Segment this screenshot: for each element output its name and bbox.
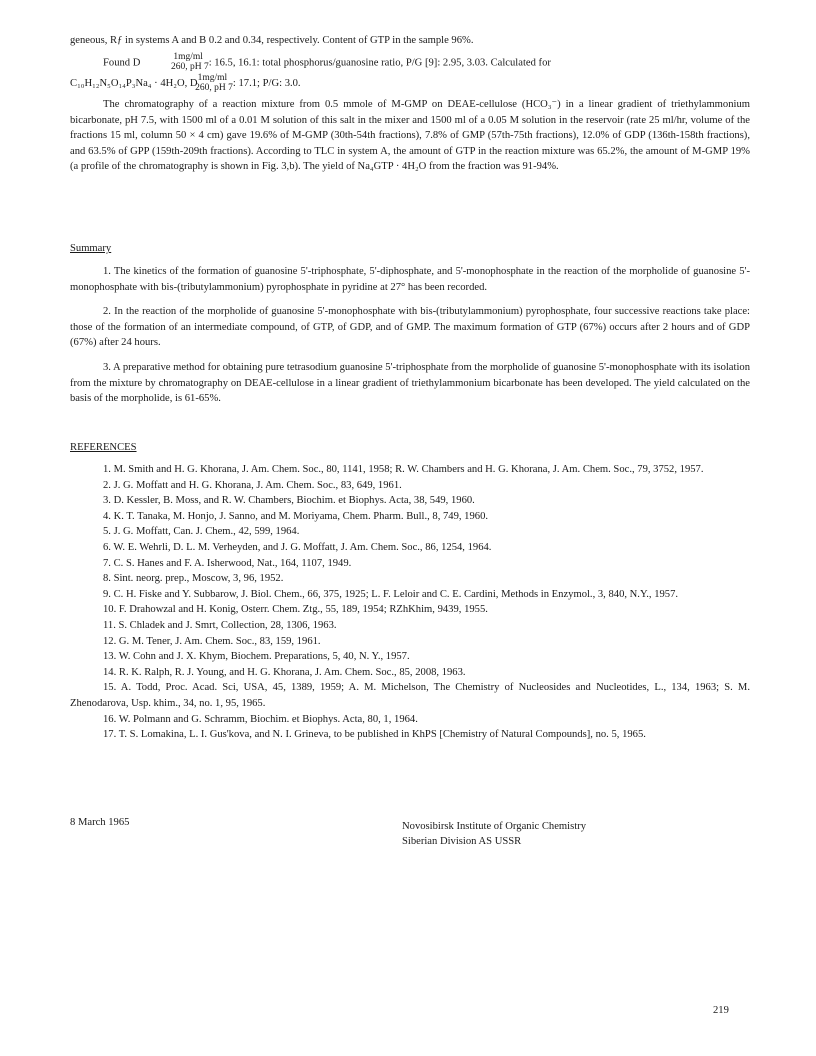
reference-item: 12. G. M. Tener, J. Am. Chem. Soc., 83, 159, 1961.	[103, 635, 321, 647]
reference-item: 16. W. Polmann and G. Schramm, Biochim. et Biophys. Acta, 80, 1, 1964.	[103, 713, 418, 725]
reference-item: 5. J. G. Moffatt, Can. J. Chem., 42, 599, 1964.	[103, 526, 300, 538]
reference-item: 7. C. S. Hanes and F. A. Isherwood, Nat., 164, 1107, 1949.	[103, 557, 352, 569]
chromatography-paragraph: The chromatography of a reaction mixture from 0.5 mmole of M-GMP on DEAE-cellulose (HCO₃⁻) in a linear gradient of triethylammonium bicarbonate, pH 7.5, with 1500 ml of a 0.01 M solution of this salt in the mixer and 1500 ml of a 0.05 M solution in the reservoir (rate 25 ml/hr, volume of the fractions 15 ml, column 50 × 4 cm) gave 19.6% of M-GMP (30th-54th fractions), 7.8% of GMP (57th-75th fractions), 12.0% of GDP (136th-158th fractions), and 63.5% of GPP (159th-209th fractions). According to TLC in system A, the amount of GTP in the reaction mixture was 65.2%, the amount of M-GMP 19% (a profile of the chromatography is shown in Fig. 3,b). The yield of Na₄GTP · 4H₂O from the fraction was 91-94%.	[70, 99, 750, 173]
calc-sup: 1mg/ml	[197, 73, 228, 84]
references-list	[70, 462, 750, 743]
reference-item: 15. A. Todd, Proc. Acad. Sci, USA, 45, 1389, 1959; A. M. Michelson, The Chemistry of Nucleosides and Nucleotides, L., 134, 1963; S. M. Zhenodarova, Usp. khim., 34, no. 1, 95, 1965.	[70, 682, 750, 709]
found-rest: : 16.5, 16.1: total phosphorus/guanosine ratio, P/G [9]: 2.95, 3.03. Calculated for	[208, 57, 551, 69]
summary-item: 3. A preparative method for obtaining pure tetrasodium guanosine 5'-triphosphate from the morpholide of guanosine 5'-monophosphate with its isolation from the mixture by chromatography on DEAE-cellulose in a linear gradient of triethylammonium bicarbonate has been developed. The yield calculated on the basis of the morpholide, is 61-65%.	[70, 361, 750, 405]
references-heading: REFERENCES	[70, 442, 137, 453]
calc-formula: C₁₀H₁₂N₅O₁₄P₃Na₄ · 4H₂O, D	[70, 78, 198, 90]
reference-item: 3. D. Kessler, B. Moss, and R. W. Chambers, Biochim. et Biophys. Acta, 38, 549, 1960.	[103, 495, 475, 507]
found-prefix: Found D	[103, 57, 141, 69]
found-sub: 260, pH 7	[170, 62, 209, 73]
institute-division: Siberian Division AS USSR	[402, 836, 522, 847]
reference-item: 8. Sint. neorg. prep., Moscow, 3, 96, 1952.	[103, 573, 284, 585]
summary-list	[70, 264, 750, 407]
reference-item: 10. F. Drahowzal and H. Konig, Osterr. Chem. Ztg., 55, 189, 1954; RZhKhim, 9439, 1955.	[103, 604, 488, 616]
summary-heading: Summary	[70, 243, 112, 254]
calc-line	[70, 73, 750, 95]
content-line: geneous, Rƒ in systems A and B 0.2 and 0.34, respectively. Content of GTP in the sample 96%.	[70, 35, 474, 46]
top-section	[70, 33, 750, 175]
summary-item: 1. The kinetics of the formation of guanosine 5'-triphosphate, 5'-diphosphate, and 5'-monophosphate in the reaction of the morpholide of guanosine 5'-monophosphate with bis-(tributylammonium) pyrophosphate in pyridine at 27° has been recorded.	[70, 266, 750, 293]
date-line: 8 March 1965	[70, 817, 130, 828]
reference-item: 13. W. Cohn and J. X. Khym, Biochem. Preparations, 5, 40, N. Y., 1957.	[103, 651, 410, 663]
reference-item: 14. R. K. Ralph, R. J. Young, and H. G. Khorana, J. Am. Chem. Soc., 85, 2008, 1963.	[103, 666, 466, 678]
found-line	[70, 53, 750, 73]
found-sup: 1mg/ml	[173, 51, 203, 62]
calc-rest: : 17.1; P/G: 3.0.	[232, 78, 301, 90]
page-number: 219	[713, 1005, 729, 1016]
institute-block	[402, 819, 586, 849]
reference-item: 11. S. Chladek and J. Smrt, Collection, 28, 1306, 1963.	[103, 619, 337, 631]
reference-item: 17. T. S. Lomakina, L. I. Gus'kova, and N. I. Grineva, to be published in KhPS [Chemistry of Natural Compounds], no. 5, 1965.	[103, 729, 646, 741]
calc-sub: 260, pH 7	[195, 83, 233, 94]
reference-item: 6. W. E. Wehrli, D. L. M. Verheyden, and J. G. Moffatt, J. Am. Chem. Soc., 86, 1254, 1964.	[103, 541, 492, 553]
summary-item: 2. In the reaction of the morpholide of guanosine 5'-monophosphate with bis-(tributylammonium) pyrophosphate, four successive reactions take place: those of the formation of an intermediate compound, of GTP, of GDP, and of GMP. The maximum formation of GTP (67%) occurs after 2 hours and of GDP (67%) after 24 hours.	[70, 306, 750, 349]
reference-item: 9. C. H. Fiske and Y. Subbarow, J. Biol. Chem., 66, 375, 1925; L. F. Leloir and C. E. Cardini, Methods in Enzymol., 3, 840, N.Y., 1957.	[103, 588, 679, 600]
reference-item: 1. M. Smith and H. G. Khorana, J. Am. Chem. Soc., 80, 1141, 1958; R. W. Chambers and H. G. Khorana, J. Am. Chem. Soc., 79, 3752, 1957.	[103, 464, 704, 475]
institute-name: Novosibirsk Institute of Organic Chemistry	[402, 821, 586, 832]
reference-item: 4. K. T. Tanaka, M. Honjo, J. Sanno, and M. Moriyama, Chem. Pharm. Bull., 8, 749, 1960.	[103, 510, 489, 522]
reference-item: 2. J. G. Moffatt and H. G. Khorana, J. Am. Chem. Soc., 83, 649, 1961.	[103, 479, 402, 491]
